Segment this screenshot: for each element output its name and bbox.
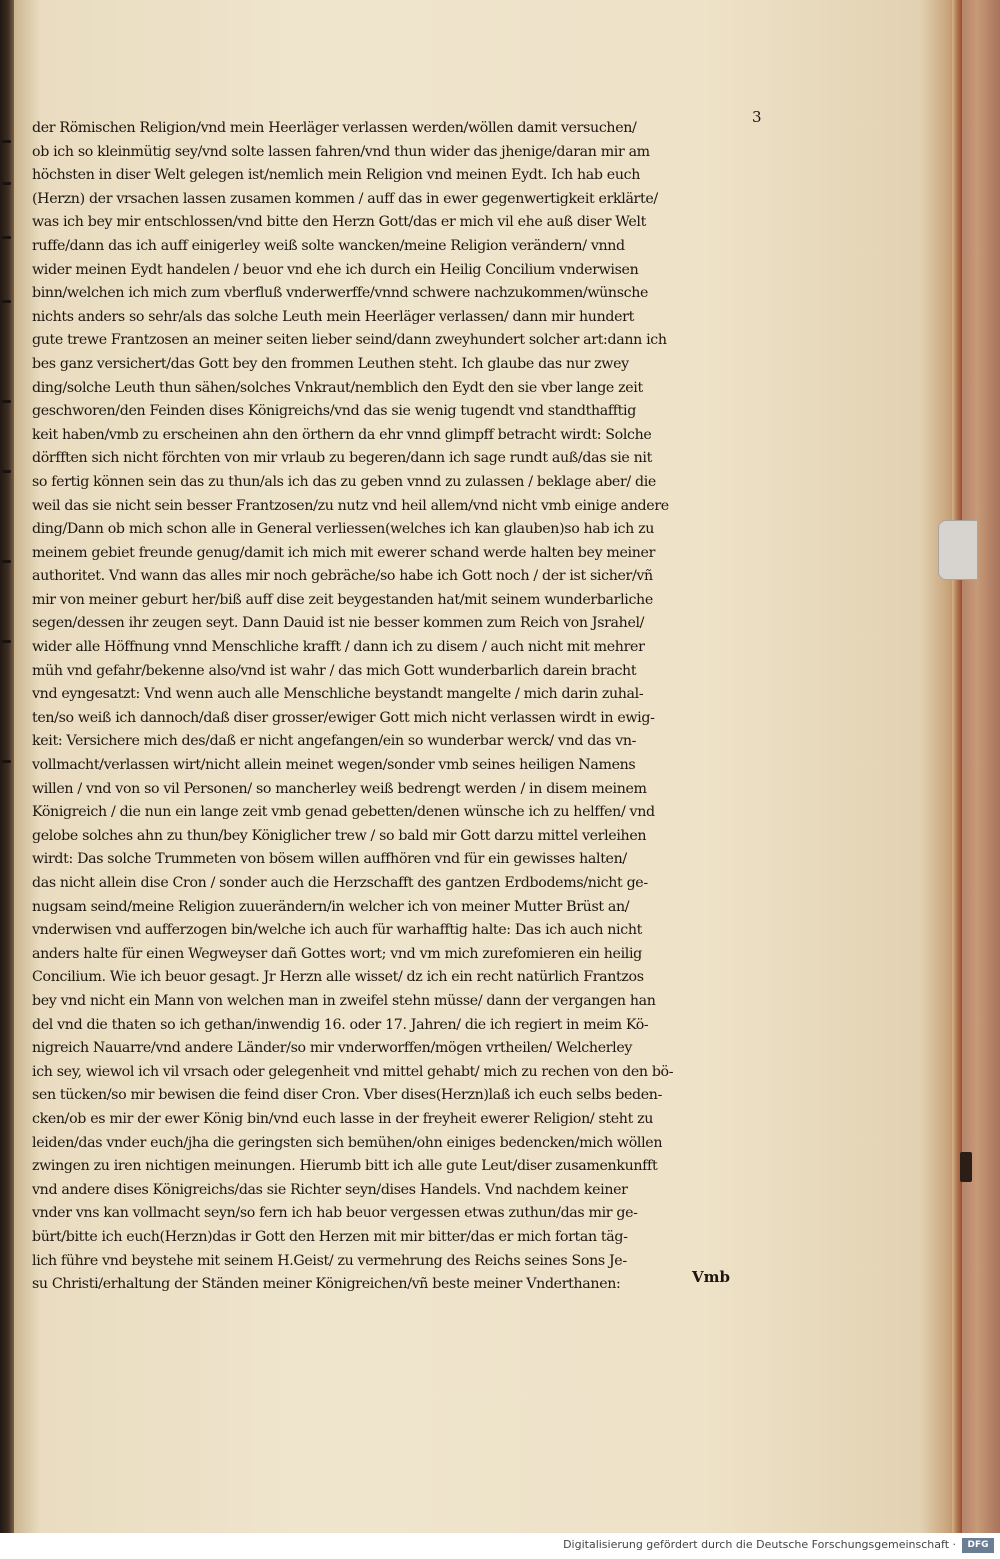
funding-credit: Digitalisierung gefördert durch die Deutsche Forschungsgemeinschaft ·: [563, 1538, 956, 1551]
gutter-mark: [2, 640, 11, 643]
gutter-mark: [2, 182, 11, 185]
text-line: gute trewe Frantzosen an meiner seiten lieber seind/dann zweyhundert solcher art:dann ich: [32, 332, 667, 349]
page-edge: [952, 0, 962, 1533]
text-line: Concilium. Wie ich beuor gesagt. Jr Herzn alle wisset/ dz ich ein recht natürlich Frantzos: [32, 969, 644, 986]
book-cover-edge: [962, 0, 1000, 1533]
text-line: keit haben/vmb zu erscheinen ahn den örthern da ehr vnnd glimpff betracht wirdt: Solche: [32, 426, 652, 443]
text-line: ruffe/dann das ich auff einigerley weiß solte wancken/meine Religion verändern/ vnnd: [32, 237, 625, 254]
text-line: (Herzn) der vrsachen lassen zusamen kommen / auff das in ewer gegenwertigkeit erklärte/: [32, 190, 658, 207]
text-line: ding/solche Leuth thun sähen/solches Vnkraut/nemblich den Eydt den sie vber lange zeit: [32, 379, 643, 396]
text-line: bey vnd nicht ein Mann von welchen man in zweifel stehn müsse/ dann der vergangen han: [32, 992, 656, 1009]
text-line: was ich bey mir entschlossen/vnd bitte den Herzn Gott/das er mich vil ehe auß diser Welt: [32, 214, 646, 231]
text-line: das nicht allein dise Cron / sonder auch die Herzschafft des gantzen Erdbodems/nicht ge-: [32, 875, 648, 891]
gutter-mark: [2, 236, 11, 239]
text-line: keit: Versichere mich des/daß er nicht angefangen/ein so wunderbar werck/ vnd das vn-: [32, 733, 637, 750]
text-line: meinem gebiet freunde genug/damit ich mich mit ewerer schand werde halten bey meiner: [32, 544, 656, 561]
text-line: willen / vnd von so vil Personen/ so mancherley weiß bedrengt werden / in disem meinem: [32, 780, 647, 797]
text-line: bürt/bitte ich euch(Herzn)das ir Gott den Herzen mit mir bitter/das er mich fortan täg-: [32, 1228, 628, 1245]
text-line: müh vnd gefahr/bekenne also/vnd ist wahr / das mich Gott wunderbarlich darein bracht: [32, 662, 637, 679]
page-clip: [938, 520, 978, 580]
binding-gutter: [0, 0, 14, 1533]
text-line: su Christi/erhaltung der Ständen meiner Königreichen/vñ beste meiner Vnderthanen:: [32, 1276, 621, 1293]
text-line: geschworen/den Feinden dises Königreichs/vnd das sie wenig tugendt vnd standthafftig: [32, 403, 636, 420]
text-line: anders halte für einen Wegweyser dañ Gottes wort; vnd vm mich zurefomieren ein heilig: [32, 945, 642, 962]
text-line: vnderwisen vnd aufferzogen bin/welche ich auch für warhafftig halte: Das ich auch nicht: [32, 922, 642, 939]
text-line: der Römischen Religion/vnd mein Heerläger verlassen werden/wöllen damit versuchen/: [32, 120, 637, 136]
text-line: wider meinen Eydt handelen / beuor vnd ehe ich durch ein Heilig Concilium vnderwisen: [32, 261, 639, 278]
text-line: wider alle Höffnung vnnd Menschliche krafft / dann ich zu disem / auch nicht mit mehrer: [32, 639, 645, 656]
text-line: cken/ob es mir der ewer König bin/vnd euch lasse in der freyheit ewerer Religion/ steht zu: [32, 1110, 654, 1127]
gutter-mark: [2, 760, 11, 763]
gutter-mark: [2, 140, 11, 143]
clasp-hinge: [960, 1152, 972, 1182]
text-line: so fertig können sein das zu thun/als ich das zu geben vnnd zu zulassen / beklage aber/ die: [32, 473, 656, 490]
body-text: [32, 117, 738, 1297]
text-line: del vnd die thaten so ich gethan/inwendig 16. oder 17. Jahren/ die ich regiert in meim Kö-: [32, 1016, 649, 1033]
text-line: segen/dessen ihr zeugen seyt. Dann Dauid ist nie besser kommen zum Reich von Jsrahel/: [32, 615, 645, 632]
text-line: höchsten in diser Welt gelegen ist/nemlich mein Religion vnd meinen Eydt. Ich hab euch: [32, 167, 641, 184]
text-line: dörfften sich nicht förchten von mir vrlaub zu begeren/dann ich sage rundt auß/das sie nit: [32, 450, 652, 467]
text-line: binn/welchen ich mich zum vberfluß vnderwerffe/vnnd schwere nachzukommen/wünsche: [32, 285, 649, 302]
gutter-mark: [2, 560, 11, 563]
text-line: nigreich Nauarre/vnd andere Länder/so mir vnderworffen/mögen vrtheilen/ Welcherley: [32, 1040, 633, 1057]
dfg-logo: DFG: [962, 1538, 994, 1553]
text-line: leiden/das vnder euch/jha die geringsten sich bemühen/ohn einiges bedencken/mich wöllen: [32, 1134, 663, 1151]
text-line: ding/Dann ob mich schon alle in General verliessen(welches ich kan glauben)so hab ich zu: [32, 521, 654, 538]
text-line: ich sey, wiewol ich vil vrsach oder gelegenheit vnd mittel gehabt/ mich zu rechen von den bö-: [32, 1063, 674, 1080]
text-line: lich führe vnd beystehe mit seinem H.Geist/ zu vermehrung des Reichs seines Sons Je-: [32, 1252, 627, 1269]
text-line: zwingen zu iren nichtigen meinungen. Hierumb bitt ich alle gute Leut/diser zusamenkunfft: [32, 1158, 658, 1175]
text-line: nichts anders so sehr/als das solche Leuth mein Heerläger verlassen/ dann mir hundert: [32, 308, 634, 325]
gutter-mark: [2, 300, 11, 303]
gutter-mark: [2, 400, 11, 403]
text-line: authoritet. Vnd wann das alles mir noch gebräche/so habe ich Gott noch / der ist sicher/vñ: [32, 568, 653, 585]
text-line: mir von meiner geburt her/biß auff dise zeit beygestanden hat/mit seinem wunderbarliche: [32, 591, 653, 608]
text-line: weil das sie nicht sein besser Frantzosen/zu nutz vnd heil allem/vnd nicht vmb einige andere: [32, 497, 669, 514]
text-line: vollmacht/verlassen wirt/nicht allein meinet wegen/sonder vmb seines heiligen Namens: [32, 757, 636, 774]
text-line: gelobe solches ahn zu thun/bey Königlicher trew / so bald mir Gott darzu mittel verleihen: [32, 827, 647, 844]
text-line: ob ich so kleinmütig sey/vnd solte lassen fahren/vnd thun wider das jhenige/daran mir am: [32, 143, 650, 160]
footer-bar: [0, 1533, 1000, 1559]
text-line: nugsam seind/meine Religion zuuerändern/in welcher ich von meiner Mutter Brüst an/: [32, 898, 630, 915]
text-line: Königreich / die nun ein lange zeit vmb genad gebetten/denen wünsche ich zu helffen/ vnd: [32, 804, 655, 821]
text-line: vnd andere dises Königreichs/das sie Richter seyn/dises Handels. Vnd nachdem keiner: [32, 1181, 628, 1198]
text-line: vnder vns kan vollmacht seyn/so fern ich hab beuor vergessen etwas zuthun/das mir ge-: [32, 1205, 638, 1222]
page-number: 3: [752, 108, 762, 126]
text-line: ten/so weiß ich dannoch/daß diser grosser/ewiger Gott mich nicht verlassen wirdt in ewig-: [32, 709, 655, 726]
text-line: vnd eyngesatzt: Vnd wenn auch alle Menschliche beystandt mangelte / mich darin zuhal-: [32, 686, 644, 703]
catchword: Vmb: [692, 1268, 730, 1286]
text-line: sen tücken/so mir bewisen die feind diser Cron. Vber dises(Herzn)laß ich euch selbs beden-: [32, 1087, 663, 1104]
gutter-mark: [2, 470, 11, 473]
text-line: bes ganz versichert/das Gott bey den frommen Leuthen steht. Ich glaube das nur zwey: [32, 355, 629, 372]
text-line: wirdt: Das solche Trummeten von bösem willen auffhören vnd für ein gewisses halten/: [32, 851, 627, 868]
